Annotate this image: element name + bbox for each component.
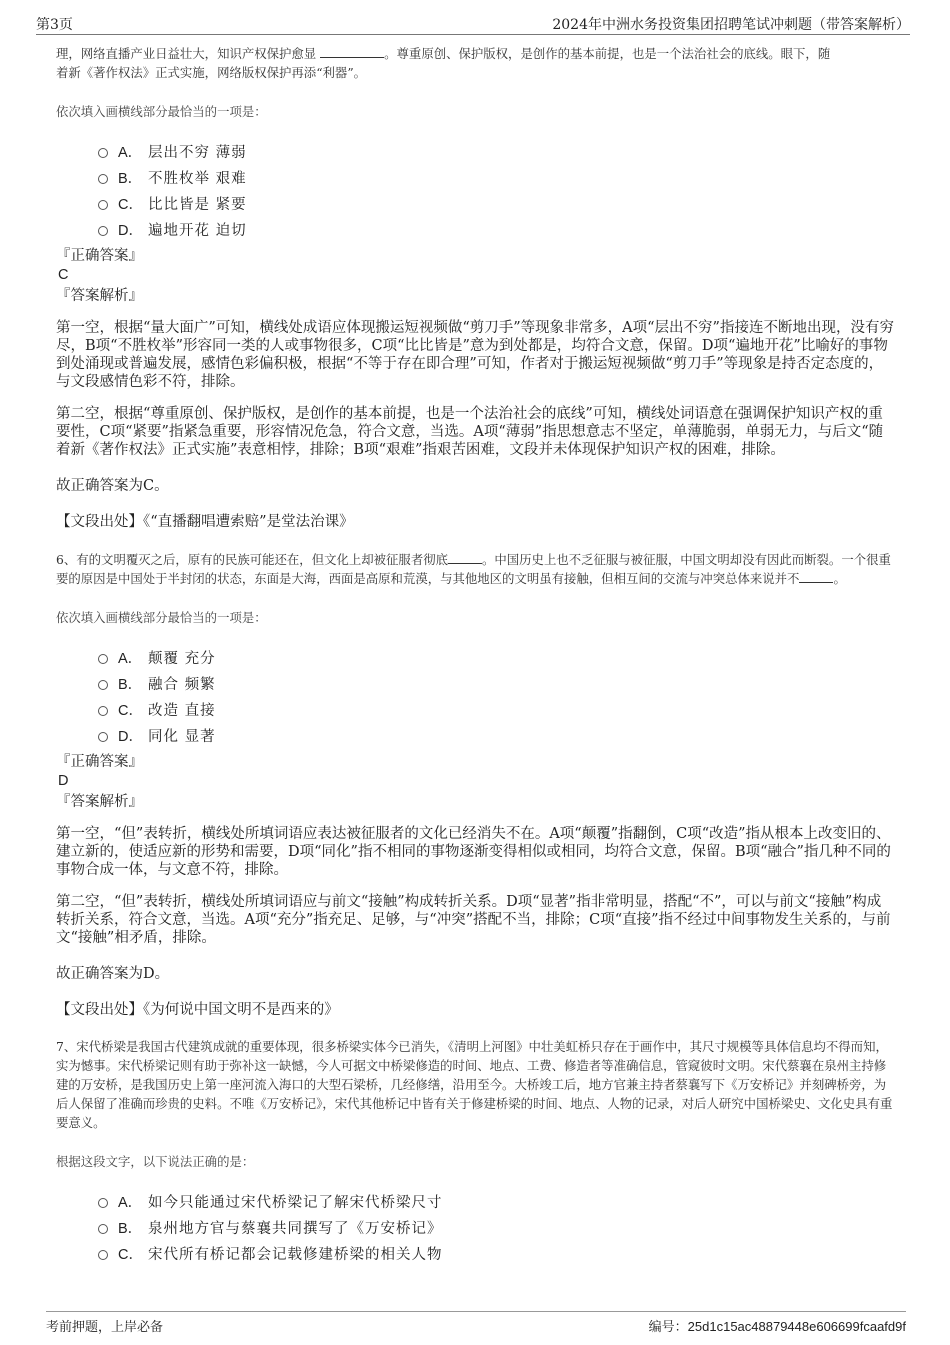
question-prompt: 根据这段文字，以下说法正确的是：: [56, 1154, 255, 1169]
analysis-paragraph: 第一空，“但”表转折，横线处所填词语应表达被征服者的文化已经消失不在。A项“颠覆”指翻倒，C项“改造”指从根本上改变旧的、建立新的，使适应新的形势和需要，D项“同化”指不相同的事物逐渐变得相似或相同，均符合文意，保留。B项“融合”指几种不同的事物合成一体，与文意不符，排除。: [56, 826, 891, 878]
question-prompt: 依次填入画横线部分最恰当的一项是：: [56, 104, 267, 119]
radio-icon[interactable]: [98, 1224, 108, 1234]
source-note: 【文段出处】《为何说中国文明不是西来的》: [56, 1002, 339, 1018]
page-number: 第3页: [36, 17, 73, 33]
document-title: 2024年中洲水务投资集团招聘笔试冲刺题（带答案解析）: [552, 17, 910, 33]
option-list: [98, 644, 894, 748]
option-b[interactable]: B． 融合 频繁: [98, 670, 894, 696]
radio-icon[interactable]: [98, 680, 108, 690]
radio-icon[interactable]: [98, 174, 108, 184]
radio-icon[interactable]: [98, 226, 108, 236]
radio-icon[interactable]: [98, 148, 108, 158]
radio-icon[interactable]: [98, 1250, 108, 1260]
footer-slogan: 考前押题，上岸必备: [46, 1320, 164, 1335]
question-7: [56, 1037, 894, 1266]
conclusion: 故正确答案为D。: [56, 966, 170, 982]
radio-icon[interactable]: [98, 732, 108, 742]
option-c[interactable]: C． 宋代所有桥记都会记载修建桥梁的相关人物: [98, 1240, 894, 1266]
analysis-label: 『答案解析』: [56, 288, 143, 304]
question-stem: 7、宋代桥梁是我国古代建筑成就的重要体现，很多桥梁实体今已消失，《清明上河图》中壮美虹桥只存在于画作中，其尺寸规模等具体信息均不得而知，实为憾事。宋代桥梁记则有助于弥补这一缺憾，今人可据文中桥梁修造的时间、地点、工费、修造者等准确信息，管窥彼时文明。宋代蔡襄在泉州主持修建的万安桥，是我国历史上第一座河流入海口的大型石梁桥，几经修缮，沿用至今。大桥竣工后，地方官兼主持者蔡襄写下《万安桥记》并刻碑桥旁，为后人保留了准确而珍贵的史料。不唯《万安桥记》，宋代其他桥记中皆有关于修建桥梁的时间、地点、人物的记录，对后人研究中国桥梁史、文化史具有重要意义。: [56, 1039, 893, 1130]
option-a[interactable]: A． 层出不穷 薄弱: [98, 138, 894, 164]
source-note: 【文段出处】《“直播翻唱遭索赔”是堂法治课》: [56, 514, 354, 530]
answer-label: 『正确答案』: [56, 248, 143, 264]
option-d[interactable]: D． 遍地开花 迫切: [98, 216, 894, 242]
option-list: [98, 1188, 894, 1266]
fill-blank: [448, 551, 482, 564]
analysis-paragraph: 第二空，根据“尊重原创、保护版权，是创作的基本前提，也是一个法治社会的底线”可知，横线处词语意在强调保护知识产权的重要性，C项“紧要”指紧急重要，形容情况危急，符合文意，当选。A项“薄弱”指思想意志不坚定，单薄脆弱，单弱无力，与后文“随着新《著作权法》正式实施”表意相悖，排除；B项“艰难”指艰苦困难，文段并未体现保护知识产权的困难，排除。: [56, 406, 884, 458]
radio-icon[interactable]: [98, 1198, 108, 1208]
question-5-tail: [56, 44, 894, 531]
page-footer: [46, 1311, 906, 1336]
page-content: [56, 44, 894, 1266]
question-prompt: 依次填入画横线部分最恰当的一项是：: [56, 610, 267, 625]
fill-blank: [799, 570, 833, 583]
answer-label: 『正确答案』: [56, 754, 143, 770]
radio-icon[interactable]: [98, 200, 108, 210]
answer-value: C: [58, 267, 69, 283]
conclusion: 故正确答案为C。: [56, 478, 169, 494]
question-stem: 6、有的文明覆灭之后，原有的民族可能还在，但文化上却被征服者彻底 。中国历史上也不乏征服与被征服，中国文明却没有因此而断裂。一个很重要的原因是中国处于半封闭的状态，东面是大海，西面是高原和荒漠，与其他地区的文明虽有接触，但相互间的交流与冲突总体来说并不 。: [56, 552, 891, 586]
question-6: [56, 550, 894, 1019]
option-list: [98, 138, 894, 242]
option-a[interactable]: A． 如今只能通过宋代桥梁记了解宋代桥梁尺寸: [98, 1188, 894, 1214]
analysis-label: 『答案解析』: [56, 794, 143, 810]
radio-icon[interactable]: [98, 706, 108, 716]
analysis-paragraph: 第一空，根据“量大面广”可知，横线处成语应体现搬运短视频做“剪刀手”等现象非常多，A项“层出不穷”指接连不断地出现，没有穷尽，B项“不胜枚举”形容同一类的人或事物很多，C项“比比皆是”意为到处都是，均符合文意，保留。D项“遍地开花”比喻好的事物到处涌现或普遍发展，感情色彩偏积极，根据“不等于存在即合理”可知，作者对于搬运短视频做“剪刀手”等现象是持否定态度的，与文段感情色彩不符，排除。: [56, 320, 894, 390]
question-stem: 理，网络直播产业日益壮大，知识产权保护愈显 。尊重原创、保护版权，是创作的基本前提，也是一个法治社会的底线。眼下，随 着新《著作权法》正式实施，网络版权保护再添“利器”。: [56, 46, 831, 80]
radio-icon[interactable]: [98, 654, 108, 664]
option-b[interactable]: B． 泉州地方官与蔡襄共同撰写了《万安桥记》: [98, 1214, 894, 1240]
option-c[interactable]: C． 比比皆是 紧要: [98, 190, 894, 216]
option-d[interactable]: D． 同化 显著: [98, 722, 894, 748]
page-header: [36, 12, 910, 35]
fill-blank: [320, 45, 384, 58]
option-c[interactable]: C． 改造 直接: [98, 696, 894, 722]
option-a[interactable]: A． 颠覆 充分: [98, 644, 894, 670]
analysis-paragraph: 第二空，“但”表转折，横线处所填词语应与前文“接触”构成转折关系。D项“显著”指非常明显，搭配“不”，可以与前文“接触”构成转折关系，符合文意，当选。A项“充分”指充足、足够，与“冲突”搭配不当，排除；C项“直接”指不经过中间事物发生关系的，与前文“接触”相矛盾，排除。: [56, 894, 891, 946]
option-b[interactable]: B． 不胜枚举 艰难: [98, 164, 894, 190]
document-code: 编号：25d1c15ac48879448e606699fcaafd9f: [648, 1319, 906, 1335]
answer-value: D: [58, 773, 69, 789]
